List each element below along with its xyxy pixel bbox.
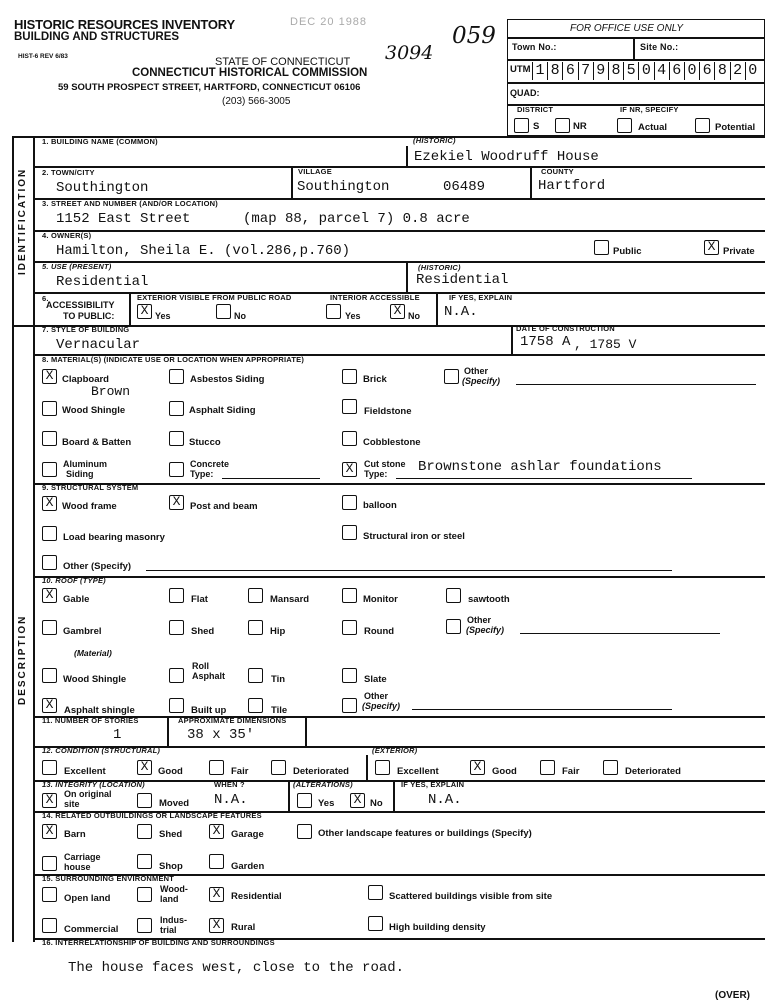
accessibility-number: 6. (42, 294, 49, 303)
form-title: HISTORIC RESOURCES INVENTORY (14, 17, 235, 32)
structural-excellent-checkbox[interactable] (42, 760, 57, 775)
owner-value: Hamilton, Sheila E. (vol.286,p.760) (56, 243, 351, 259)
use-historic-label: (HISTORIC) (418, 263, 461, 272)
exterior-good-checkbox[interactable]: X (470, 760, 485, 775)
street-extra-value: (map 88, parcel 7) 0.8 acre (243, 211, 470, 227)
utm-digit: 2 (730, 62, 745, 80)
aluminum-label: Aluminum (63, 459, 107, 469)
carriage-house-checkbox[interactable] (42, 856, 57, 871)
exterior-good-label: Good (492, 766, 517, 777)
flat-label: Flat (191, 594, 208, 605)
county-label: COUNTY (541, 167, 574, 176)
brick-label: Brick (363, 374, 387, 385)
monitor-checkbox[interactable] (342, 588, 357, 603)
interior-yes-checkbox[interactable] (326, 304, 341, 319)
use-present-value: Residential (56, 274, 149, 290)
accessibility-label-2: TO PUBLIC: (63, 311, 115, 321)
owner-private-checkbox[interactable]: X (704, 240, 719, 255)
gable-label: Gable (63, 594, 90, 605)
roof-wood-shingle-checkbox[interactable] (42, 668, 57, 683)
asphalt-shingle-label: Asphalt shingle (64, 705, 135, 716)
structural-good-label: Good (158, 766, 183, 777)
utm-digit: 1 (532, 62, 547, 80)
original-site-checkbox[interactable]: X (42, 793, 57, 808)
gable-checkbox[interactable]: X (42, 588, 57, 603)
utm-digit: 8 (714, 62, 729, 80)
slate-label: Slate (364, 674, 387, 685)
asbestos-checkbox[interactable] (169, 369, 184, 384)
woodland-label: Wood- (160, 884, 188, 894)
town-no-label: Town No.: (512, 42, 557, 52)
exterior-excellent-checkbox[interactable] (375, 760, 390, 775)
exterior-no-checkbox[interactable] (216, 304, 231, 319)
shed-roof-label: Shed (191, 626, 215, 637)
moved-label: Moved (159, 798, 190, 809)
scattered-buildings-label: Scattered buildings visible from site (389, 891, 553, 902)
owner-label: 4. OWNER(S) (42, 231, 92, 240)
utm-digit: 6 (669, 62, 684, 80)
roof-material-label: (Material) (74, 648, 112, 658)
interior-no-checkbox[interactable]: X (390, 304, 405, 319)
office-use-title: FOR OFFICE USE ONLY (570, 23, 683, 34)
altered-yes-checkbox[interactable] (297, 793, 312, 808)
building-name-label: 1. BUILDING NAME (COMMON) (42, 137, 158, 146)
date-label: DATE OF CONSTRUCTION (516, 324, 615, 333)
aluminum-label-2: Siding (66, 469, 94, 479)
dimensions-label: APPROXIMATE DIMENSIONS (178, 716, 287, 725)
exterior-visible-label: EXTERIOR VISIBLE FROM PUBLIC ROAD (137, 293, 292, 302)
sawtooth-label: sawtooth (468, 594, 510, 605)
town-value: Southington (56, 180, 149, 196)
environment-label: 15. SURROUNDING ENVIRONMENT (42, 874, 175, 883)
altered-yes-label: Yes (318, 798, 335, 809)
over-label: (OVER) (715, 990, 750, 1000)
roll-asphalt-label-2: Asphalt (192, 671, 226, 681)
stories-label: 11. NUMBER OF STORIES (42, 716, 139, 725)
tile-label: Tile (271, 705, 288, 716)
rural-label: Rural (231, 922, 256, 933)
scattered-buildings-checkbox[interactable] (368, 885, 383, 900)
round-checkbox[interactable] (342, 620, 357, 635)
concrete-label: Concrete (190, 459, 230, 469)
material-other-checkbox[interactable] (444, 369, 459, 384)
garden-label: Garden (231, 861, 265, 872)
woodland-label-2: land (160, 894, 179, 904)
materials-label: 8. MATERIAL(S) (INDICATE USE OR LOCATION WHEN APPROPRIATE) (42, 355, 305, 364)
utm-digit: 4 (654, 62, 669, 80)
hip-label: Hip (270, 626, 286, 637)
original-site-label-2: site (64, 799, 80, 809)
alterations-label: (ALTERATIONS) (293, 780, 353, 789)
district-s-label: S (533, 121, 540, 132)
cut-stone-type-label: Type: (364, 469, 388, 479)
structural-other-checkbox[interactable] (42, 555, 57, 570)
quad-label: QUAD: (510, 88, 540, 98)
board-batten-checkbox[interactable] (42, 431, 57, 446)
structural-other-label: Other (Specify) (63, 561, 132, 572)
tin-label: Tin (271, 674, 286, 685)
shed-label: Shed (159, 829, 183, 840)
sawtooth-checkbox[interactable] (446, 588, 461, 603)
stucco-checkbox[interactable] (169, 431, 184, 446)
received-stamp: DEC 20 1988 (290, 16, 368, 28)
identification-side-label: IDENTIFICATION (17, 167, 28, 275)
district-nr-label: NR (573, 121, 587, 132)
description-side-label: DESCRIPTION (17, 614, 28, 705)
town-label: 2. TOWN/CITY (42, 168, 95, 177)
woodland-checkbox[interactable] (137, 887, 152, 902)
hip-checkbox[interactable] (248, 620, 263, 635)
wood-frame-checkbox[interactable]: X (42, 496, 57, 511)
fieldstone-label: Fieldstone (364, 406, 412, 417)
outbuildings-label: 14. RELATED OUTBUILDINGS OR LANDSCAPE FEATURES (42, 811, 262, 820)
wood-shingle-label: Wood Shingle (62, 405, 126, 416)
owner-public-checkbox[interactable] (594, 240, 609, 255)
commercial-label: Commercial (64, 924, 119, 935)
date-value-2: , 1785 V (574, 337, 637, 352)
asbestos-label: Asbestos Siding (190, 374, 265, 385)
fieldstone-checkbox[interactable] (342, 399, 357, 414)
open-land-checkbox[interactable] (42, 887, 57, 902)
roof-material-other-checkbox[interactable] (342, 698, 357, 713)
use-historic-value: Residential (416, 272, 509, 288)
exterior-deteriorated-label: Deteriorated (625, 766, 681, 777)
other-landscape-checkbox[interactable] (297, 824, 312, 839)
high-density-checkbox[interactable] (368, 916, 383, 931)
county-value: Hartford (538, 178, 606, 194)
garden-checkbox[interactable] (209, 854, 224, 869)
nr-actual-checkbox[interactable] (617, 118, 632, 133)
structural-iron-label: Structural iron or steel (363, 531, 465, 542)
zip-value: 06489 (443, 179, 486, 195)
handwritten-site-number: 059 (452, 23, 496, 49)
utm-digit: 9 (593, 62, 608, 80)
barn-checkbox[interactable]: X (42, 824, 57, 839)
village-label: VILLAGE (298, 167, 332, 176)
utm-digit: 7 (578, 62, 593, 80)
accessibility-label: ACCESSIBILITY (46, 300, 115, 310)
roof-other-checkbox[interactable] (446, 619, 461, 634)
form-number: HIST-6 REV 6/83 (18, 53, 68, 60)
clapboard-color: Brown (91, 384, 131, 399)
original-site-label: On original (64, 789, 112, 799)
utm-label: UTM (510, 64, 531, 75)
alteration-explain-value: N.A. (428, 792, 462, 808)
stories-value: 1 (113, 727, 122, 743)
exterior-deteriorated-checkbox[interactable] (603, 760, 618, 775)
rural-checkbox[interactable]: X (209, 918, 224, 933)
interior-yes-label: Yes (345, 311, 361, 321)
stucco-label: Stucco (189, 437, 221, 448)
cobblestone-checkbox[interactable] (342, 431, 357, 446)
board-batten-label: Board & Batten (62, 437, 132, 448)
structural-fair-label: Fair (231, 766, 249, 777)
brick-checkbox[interactable] (342, 369, 357, 384)
exterior-yes-label: Yes (155, 311, 171, 321)
structural-excellent-label: Excellent (64, 766, 106, 777)
round-label: Round (364, 626, 395, 637)
district-nr-checkbox[interactable] (555, 118, 570, 133)
asphalt-siding-checkbox[interactable] (169, 401, 184, 416)
barn-label: Barn (64, 829, 86, 840)
street-value: 1152 East Street (56, 211, 191, 227)
structural-label: 9. STRUCTURAL SYSTEM (42, 483, 139, 492)
interrelationship-value: The house faces west, close to the road. (68, 960, 405, 976)
asphalt-shingle-checkbox[interactable]: X (42, 698, 57, 713)
condition-exterior-label: (EXTERIOR) (372, 746, 418, 755)
concrete-checkbox[interactable] (169, 462, 184, 477)
utm-digit: 0 (745, 62, 760, 80)
condition-label: 12. CONDITION (STRUCTURAL) (42, 746, 161, 755)
structural-deteriorated-label: Deteriorated (293, 766, 349, 777)
cut-stone-label: Cut stone (364, 459, 406, 469)
shed-checkbox[interactable] (137, 824, 152, 839)
structural-iron-checkbox[interactable] (342, 525, 357, 540)
garage-checkbox[interactable]: X (209, 824, 224, 839)
state-heading: STATE OF CONNECTICUT (215, 56, 351, 68)
material-other-label: Other (464, 366, 489, 376)
roll-asphalt-label: Roll (192, 661, 209, 671)
utm-digit: 0 (684, 62, 699, 80)
structural-good-checkbox[interactable]: X (137, 760, 152, 775)
roof-other-label: Other (467, 615, 492, 625)
access-explain-value: N.A. (444, 304, 478, 320)
use-present-label: 5. USE (PRESENT) (42, 262, 112, 271)
clapboard-label: Clapboard (62, 374, 109, 385)
exterior-fair-checkbox[interactable] (540, 760, 555, 775)
gambrel-checkbox[interactable] (42, 620, 57, 635)
access-explain-label: IF YES, EXPLAIN (449, 293, 513, 302)
nr-potential-label: Potential (715, 122, 756, 133)
style-label: 7. STYLE OF BUILDING (42, 325, 130, 334)
cobblestone-label: Cobblestone (363, 437, 421, 448)
dimensions-value: 38 x 35' (187, 727, 255, 743)
shop-checkbox[interactable] (137, 854, 152, 869)
site-no-label: Site No.: (640, 42, 679, 52)
interrelationship-label: 16. INTERRELATIONSHIP OF BUILDING AND SURROUNDINGS (42, 938, 275, 947)
structural-deteriorated-checkbox[interactable] (271, 760, 286, 775)
handwritten-number: 3094 (385, 42, 434, 64)
roof-other-specify: (Specify) (466, 625, 505, 635)
other-landscape-label: Other landscape features or buildings (Specify) (318, 828, 532, 839)
moved-when-value: N.A. (214, 792, 248, 808)
form-subtitle: BUILDING AND STRUCTURES (14, 31, 180, 43)
industrial-label: Indus- (160, 915, 187, 925)
balloon-checkbox[interactable] (342, 495, 357, 510)
residential-env-label: Residential (231, 891, 282, 902)
integrity-explain-label: IF YES, EXPLAIN (401, 780, 465, 789)
post-beam-label: Post and beam (190, 501, 258, 512)
shed-roof-checkbox[interactable] (169, 620, 184, 635)
nr-specify-label: IF NR, SPECIFY (620, 105, 679, 114)
street-label: 3. STREET AND NUMBER (AND/OR LOCATION) (42, 199, 218, 208)
load-bearing-checkbox[interactable] (42, 526, 57, 541)
carriage-house-label-2: house (64, 862, 91, 872)
utm-digit: 5 (623, 62, 638, 80)
commission-address: 59 SOUTH PROSPECT STREET, HARTFORD, CONNECTICUT 06106 (58, 82, 361, 93)
style-value: Vernacular (56, 337, 141, 353)
tile-checkbox[interactable] (248, 698, 263, 713)
cut-stone-checkbox[interactable]: X (342, 462, 357, 477)
mansard-checkbox[interactable] (248, 588, 263, 603)
utm-digit: 6 (562, 62, 577, 80)
wood-shingle-checkbox[interactable] (42, 401, 57, 416)
historic-name-label: (HISTORIC) (413, 136, 456, 145)
moved-checkbox[interactable] (137, 793, 152, 808)
built-up-label: Built up (191, 705, 227, 716)
exterior-no-label: No (234, 311, 246, 321)
balloon-label: balloon (363, 500, 397, 511)
village-value: Southington (297, 179, 390, 195)
altered-no-label: No (370, 798, 383, 809)
commission-name: CONNECTICUT HISTORICAL COMMISSION (132, 67, 368, 79)
cut-stone-value: Brownstone ashlar foundations (418, 459, 662, 475)
owner-public-label: Public (613, 246, 642, 257)
industrial-checkbox[interactable] (137, 918, 152, 933)
when-label: WHEN ? (214, 780, 245, 789)
concrete-type-label: Type: (190, 469, 214, 479)
nr-potential-checkbox[interactable] (695, 118, 710, 133)
flat-checkbox[interactable] (169, 588, 184, 603)
structural-fair-checkbox[interactable] (209, 760, 224, 775)
residential-env-checkbox[interactable]: X (209, 887, 224, 902)
utm-digit: 8 (547, 62, 562, 80)
roof-material-other-label: Other (364, 691, 389, 701)
clapboard-checkbox[interactable]: X (42, 369, 57, 384)
mansard-label: Mansard (270, 594, 310, 605)
built-up-checkbox[interactable] (169, 698, 184, 713)
interior-accessible-label: INTERIOR ACCESSIBLE (330, 293, 420, 302)
nr-actual-label: Actual (638, 122, 668, 133)
utm-digit: 8 (608, 62, 623, 80)
industrial-label-2: trial (160, 925, 177, 935)
roof-wood-shingle-label: Wood Shingle (63, 674, 127, 685)
load-bearing-label: Load bearing masonry (63, 532, 165, 543)
roof-material-other-specify: (Specify) (362, 701, 401, 711)
open-land-label: Open land (64, 893, 111, 904)
altered-no-checkbox[interactable]: X (350, 793, 365, 808)
high-density-label: High building density (389, 922, 486, 933)
exterior-excellent-label: Excellent (397, 766, 439, 777)
commission-phone: (203) 566-3005 (222, 96, 291, 107)
gambrel-label: Gambrel (63, 626, 102, 637)
integrity-label: 13. INTEGRITY (LOCATION) (42, 780, 145, 789)
utm-digit: 6 (699, 62, 714, 80)
building-name-value: Ezekiel Woodruff House (414, 149, 599, 165)
date-value: 1758 A (520, 334, 571, 350)
carriage-house-label: Carriage (64, 852, 101, 862)
utm-digit: 0 (638, 62, 653, 80)
wood-frame-label: Wood frame (62, 501, 117, 512)
shop-label: Shop (159, 861, 183, 872)
exterior-yes-checkbox[interactable]: X (137, 304, 152, 319)
tin-checkbox[interactable] (248, 668, 263, 683)
slate-checkbox[interactable] (342, 668, 357, 683)
asphalt-siding-label: Asphalt Siding (189, 405, 256, 416)
roof-label: 10. ROOF (TYPE) (42, 576, 106, 585)
post-beam-checkbox[interactable]: X (169, 495, 184, 510)
interior-no-label: No (408, 311, 420, 321)
material-other-specify: (Specify) (462, 376, 501, 386)
commercial-checkbox[interactable] (42, 918, 57, 933)
district-s-checkbox[interactable] (514, 118, 529, 133)
monitor-label: Monitor (363, 594, 398, 605)
owner-private-label: Private (723, 246, 755, 257)
aluminum-checkbox[interactable] (42, 462, 57, 477)
roll-asphalt-checkbox[interactable] (169, 668, 184, 683)
garage-label: Garage (231, 829, 264, 840)
district-label: DISTRICT (517, 105, 554, 114)
exterior-fair-label: Fair (562, 766, 580, 777)
